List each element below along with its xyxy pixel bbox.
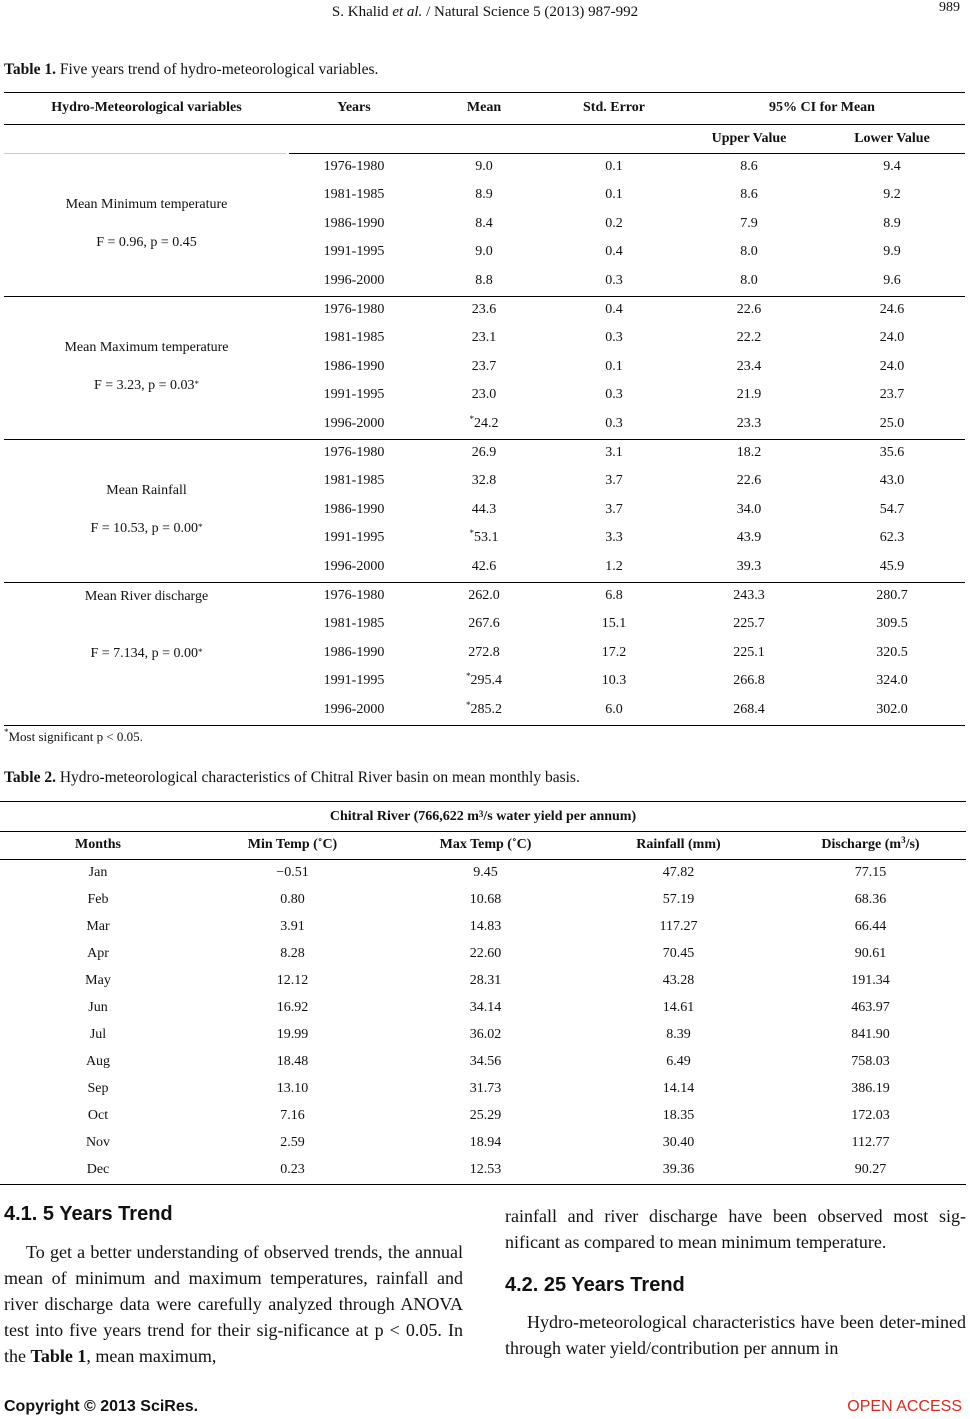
upper-value-cell: 22.2 — [736, 330, 762, 346]
copyright-footer: Copyright © 2013 SciRes. — [4, 1398, 199, 1415]
rainfall-cell: 57.19 — [662, 892, 695, 907]
table-row — [289, 497, 965, 525]
rainfall-cell: 30.40 — [662, 1135, 695, 1150]
table2-caption — [4, 769, 580, 787]
years-cell: 1996-2000 — [323, 272, 385, 288]
std-error-cell: 0.4 — [605, 302, 623, 317]
std-error-cell: 3.7 — [605, 501, 623, 517]
table2-bottom-rule — [0, 1184, 966, 1185]
mean-cell — [419, 588, 549, 604]
footnote-star: * — [4, 727, 9, 737]
min-temp-cell: 16.92 — [276, 1000, 309, 1015]
rainfall-cell: 14.61 — [662, 1000, 695, 1015]
group-rows — [289, 440, 965, 582]
mean-value: 272.8 — [468, 644, 500, 660]
max-temp-cell: 34.56 — [469, 1054, 502, 1069]
header-rainfall: Rainfall (mm) — [636, 837, 721, 852]
table1-reference: Table 1 — [30, 1346, 87, 1366]
rainfall-cell: 47.82 — [662, 865, 695, 880]
anova-stat-text: F = 10.53, p = 0.00 — [90, 521, 199, 536]
lower-value-cell: 309.5 — [876, 616, 908, 632]
anova-stat-text: F = 0.96, p = 0.45 — [96, 235, 197, 250]
mean-value: 285.2 — [470, 701, 502, 717]
min-temp-cell: 3.91 — [280, 919, 305, 934]
years-cell: 1986-1990 — [323, 644, 385, 660]
discharge-cell: 463.97 — [851, 1000, 890, 1015]
min-temp-cell: 0.23 — [280, 1162, 305, 1177]
journal-citation: / Natural Science 5 (2013) 987-992 — [426, 4, 639, 20]
lower-value-cell: 35.6 — [879, 445, 905, 460]
upper-value-cell: 8.6 — [740, 187, 758, 203]
std-error-cell: 6.0 — [605, 701, 623, 717]
mean-value: 53.1 — [474, 530, 499, 546]
mean-cell — [419, 387, 549, 403]
lower-value-cell: 9.2 — [883, 187, 901, 203]
table1-header-row — [4, 93, 965, 124]
discharge-cell: 90.61 — [854, 946, 887, 961]
table-row — [0, 1049, 966, 1076]
significance-star: * — [466, 671, 471, 682]
table1-group — [4, 297, 965, 440]
rainfall-cell: 14.14 — [662, 1081, 695, 1096]
table-row — [289, 239, 965, 267]
header-ci: 95% CI for Mean — [769, 100, 875, 115]
upper-value-cell: 8.6 — [740, 159, 758, 174]
month-cell: Apr — [87, 946, 109, 961]
min-temp-cell: 0.80 — [280, 892, 305, 907]
lower-value-cell: 54.7 — [879, 501, 905, 517]
rainfall-cell: 117.27 — [659, 919, 698, 934]
years-cell: 1991-1995 — [323, 387, 385, 403]
mean-cell — [419, 273, 549, 289]
upper-value-cell: 8.0 — [740, 272, 758, 288]
anova-stat — [4, 377, 289, 395]
discharge-cell: 841.90 — [851, 1027, 890, 1042]
variable-name: Mean Rainfall — [106, 483, 187, 498]
et-al: et al. — [392, 4, 423, 20]
mean-cell — [419, 530, 549, 546]
significance-star: * — [198, 522, 203, 532]
mean-value: 32.8 — [471, 473, 497, 489]
section-4-1-paragraph — [4, 1239, 463, 1369]
std-error-cell: 15.1 — [601, 616, 627, 632]
table1-caption-text: Five years trend of hydro-meteorological variables. — [55, 61, 379, 78]
table-row — [289, 325, 965, 353]
years-cell: 1986-1990 — [323, 501, 385, 517]
lower-value-cell: 280.7 — [876, 588, 908, 603]
mean-cell — [419, 159, 549, 175]
authors: S. Khalid — [331, 4, 389, 20]
std-error-cell: 0.3 — [605, 330, 623, 346]
mean-value: 24.2 — [474, 415, 499, 431]
min-temp-cell: 2.59 — [280, 1135, 305, 1150]
upper-value-cell: 268.4 — [733, 701, 765, 717]
upper-value-cell: 21.9 — [736, 387, 762, 403]
table-row — [0, 860, 966, 887]
mean-value: 262.0 — [468, 588, 500, 603]
std-error-cell: 10.3 — [601, 673, 627, 689]
max-temp-cell: 36.02 — [469, 1027, 502, 1042]
page-number: 989 — [939, 0, 960, 15]
mean-cell — [419, 302, 549, 318]
max-temp-cell: 12.53 — [469, 1162, 502, 1177]
table1-body — [4, 154, 965, 726]
mean-value: 26.9 — [471, 445, 497, 460]
mean-cell — [419, 359, 549, 375]
table1-caption-label: Table 1. — [4, 61, 56, 78]
lower-value-cell: 302.0 — [876, 701, 908, 717]
upper-value-cell: 22.6 — [736, 473, 762, 489]
discharge-cell: 77.15 — [854, 865, 887, 880]
discharge-cell: 66.44 — [854, 919, 887, 934]
mean-value: 9.0 — [475, 244, 493, 260]
month-cell: Sep — [87, 1081, 109, 1096]
open-access-link[interactable]: OPEN ACCESS — [847, 1398, 962, 1415]
significance-star: * — [469, 413, 474, 424]
table-row — [0, 887, 966, 914]
lower-value-cell: 8.9 — [883, 215, 901, 231]
upper-value-cell: 266.8 — [733, 673, 765, 689]
month-cell: Aug — [85, 1054, 111, 1069]
table-row — [289, 297, 965, 325]
years-cell: 1996-2000 — [323, 701, 385, 717]
mean-cell — [419, 699, 549, 718]
mean-value: 295.4 — [470, 673, 502, 689]
discharge-cell: 68.36 — [854, 892, 887, 907]
anova-stat — [4, 645, 289, 663]
table-row — [289, 697, 965, 725]
years-cell: 1986-1990 — [323, 215, 385, 231]
table2 — [0, 801, 966, 1185]
month-cell: Jul — [89, 1027, 107, 1042]
mean-value: 8.4 — [475, 215, 493, 231]
mean-value: 8.8 — [475, 272, 493, 288]
mean-value: 42.6 — [471, 558, 497, 574]
month-cell: Jun — [88, 1000, 108, 1015]
header-discharge — [775, 837, 966, 853]
table2-caption-text: Hydro-meteorological characteristics of Chitral River basin on mean monthly basis. — [55, 769, 580, 786]
rainfall-cell: 39.36 — [662, 1162, 695, 1177]
years-cell: 1991-1995 — [323, 673, 385, 689]
std-error-cell: 0.3 — [605, 272, 623, 288]
table-row — [289, 525, 965, 553]
header-discharge-pre: Discharge (m — [821, 837, 902, 852]
month-cell: Oct — [87, 1108, 109, 1123]
running-header — [0, 4, 970, 21]
table1-footnote — [4, 729, 143, 745]
header-upper: Upper Value — [711, 131, 787, 146]
discharge-cell: 112.77 — [851, 1135, 890, 1150]
table1-group — [4, 154, 965, 297]
upper-value-cell: 22.6 — [736, 302, 762, 317]
lower-value-cell: 24.0 — [879, 358, 905, 374]
max-temp-cell: 10.68 — [469, 892, 502, 907]
mean-cell — [419, 645, 549, 661]
table1-group — [4, 583, 965, 726]
years-cell: 1981-1985 — [323, 616, 385, 632]
upper-value-cell: 18.2 — [736, 445, 762, 460]
discharge-cell: 191.34 — [851, 973, 890, 988]
lower-value-cell: 25.0 — [879, 415, 905, 431]
variable-name: Mean Maximum temperature — [64, 340, 229, 355]
anova-stat — [4, 234, 289, 252]
table-row — [289, 468, 965, 496]
std-error-cell: 0.1 — [605, 358, 623, 374]
std-error-cell: 0.3 — [605, 387, 623, 403]
upper-value-cell: 7.9 — [740, 215, 758, 231]
min-temp-cell: 18.48 — [276, 1054, 309, 1069]
years-cell: 1981-1985 — [323, 187, 385, 203]
min-temp-cell: −0.51 — [276, 865, 309, 880]
table-row — [0, 968, 966, 995]
std-error-cell: 0.1 — [605, 187, 623, 203]
lower-value-cell: 43.0 — [879, 473, 905, 489]
section-4-1-body — [4, 1239, 463, 1369]
upper-value-cell: 225.1 — [733, 644, 765, 660]
table-row — [289, 440, 965, 468]
month-cell: May — [85, 973, 111, 988]
upper-value-cell: 243.3 — [733, 588, 765, 603]
upper-value-cell: 225.7 — [733, 616, 765, 632]
years-cell: 1996-2000 — [323, 558, 385, 574]
table-row — [289, 182, 965, 210]
section-4-1-text-post: , mean maximum, — [86, 1346, 217, 1366]
month-cell: Feb — [87, 892, 109, 907]
month-cell: Dec — [86, 1162, 110, 1177]
max-temp-cell: 22.60 — [469, 946, 502, 961]
max-temp-cell: 25.29 — [469, 1108, 502, 1123]
std-error-cell: 6.8 — [605, 588, 623, 603]
rainfall-cell: 18.35 — [662, 1108, 695, 1123]
rainfall-cell: 43.28 — [662, 973, 695, 988]
std-error-cell: 17.2 — [601, 644, 627, 660]
years-cell: 1976-1980 — [323, 445, 385, 460]
mean-cell — [419, 473, 549, 489]
table-row — [289, 611, 965, 639]
max-temp-cell: 18.94 — [469, 1135, 502, 1150]
upper-value-cell: 23.3 — [736, 415, 762, 431]
table-row — [289, 554, 965, 582]
header-min-temp: Min Temp (˚C) — [247, 837, 338, 852]
table2-title-post: /s water yield per annum) — [483, 809, 637, 824]
years-cell: 1996-2000 — [323, 415, 385, 431]
header-std-error: Std. Error — [583, 100, 645, 115]
group-rows — [289, 583, 965, 725]
anova-stat-text: F = 7.134, p = 0.00 — [90, 646, 199, 661]
table-row — [289, 382, 965, 410]
std-error-cell: 3.1 — [605, 445, 623, 460]
max-temp-cell: 34.14 — [469, 1000, 502, 1015]
upper-value-cell: 23.4 — [736, 358, 762, 374]
std-error-cell: 0.1 — [605, 159, 623, 174]
lower-value-cell: 324.0 — [876, 673, 908, 689]
mean-cell — [419, 616, 549, 632]
rainfall-cell: 70.45 — [662, 946, 695, 961]
table2-body — [0, 860, 966, 1184]
table-row — [289, 411, 965, 439]
group-rows — [289, 154, 965, 296]
month-cell: Nov — [85, 1135, 111, 1150]
mean-value: 23.6 — [471, 302, 497, 317]
mean-value: 23.7 — [471, 358, 497, 374]
mean-cell — [419, 445, 549, 461]
rainfall-cell: 8.39 — [666, 1027, 691, 1042]
years-cell: 1986-1990 — [323, 358, 385, 374]
table-row — [0, 941, 966, 968]
month-cell: Mar — [86, 919, 110, 934]
max-temp-cell: 9.45 — [473, 865, 498, 880]
min-temp-cell: 12.12 — [276, 973, 309, 988]
footnote-text: Most significant p < 0.05. — [8, 729, 143, 744]
mean-cell — [419, 413, 549, 432]
section-4-2-heading: 4.2. 25 Years Trend — [505, 1274, 685, 1296]
upper-value-cell: 8.0 — [740, 244, 758, 260]
years-cell: 1976-1980 — [323, 588, 385, 603]
mean-cell — [419, 187, 549, 203]
mean-cell — [419, 244, 549, 260]
table-row — [289, 354, 965, 382]
discharge-cell: 758.03 — [851, 1054, 890, 1069]
variable-name: Mean River discharge — [84, 589, 209, 604]
lower-value-cell: 24.0 — [879, 330, 905, 346]
years-cell: 1976-1980 — [323, 302, 385, 317]
header-mean: Mean — [466, 100, 502, 115]
table-row — [0, 995, 966, 1022]
lower-value-cell: 9.6 — [883, 272, 901, 288]
min-temp-cell: 7.16 — [280, 1108, 305, 1123]
discharge-cell: 90.27 — [854, 1162, 887, 1177]
table-row — [289, 668, 965, 696]
table-row — [0, 914, 966, 941]
mean-cell — [419, 673, 549, 689]
table2-title-pre: Chitral River (766,622 m — [329, 809, 479, 824]
mean-value: 23.0 — [471, 387, 497, 403]
std-error-cell: 0.3 — [605, 415, 623, 431]
min-temp-cell: 8.28 — [280, 946, 305, 961]
mean-value: 44.3 — [471, 501, 497, 517]
years-cell: 1991-1995 — [323, 530, 385, 546]
header-variable: Hydro-Meteorological variables — [51, 100, 242, 115]
lower-value-cell: 9.9 — [883, 244, 901, 260]
section-4-2-paragraph: Hydro-meteorological characteristics have been deter-mined through water yield/contribution per annum in — [505, 1312, 966, 1358]
table-row — [0, 1130, 966, 1157]
mean-cell — [419, 502, 549, 518]
table1-group — [4, 440, 965, 583]
lower-value-cell: 24.6 — [879, 302, 905, 317]
section-4-1-text-pre: To get a better understanding of observed trends, the annual mean of minimum and maximum temperatures, rainfall and river discharge data were carefully analyzed through ANOVA test into five years trend for their sig-nificance at p < 0.05. In the — [4, 1242, 463, 1366]
table1-caption — [4, 61, 378, 79]
lower-value-cell: 45.9 — [879, 558, 905, 574]
years-cell: 1991-1995 — [323, 244, 385, 260]
section-4-1-heading: 4.1. 5 Years Trend — [4, 1203, 173, 1225]
lower-value-cell: 62.3 — [879, 530, 905, 546]
min-temp-cell: 13.10 — [276, 1081, 309, 1096]
upper-value-cell: 43.9 — [736, 530, 762, 546]
group-rows — [289, 297, 965, 439]
discharge-cell: 386.19 — [851, 1081, 890, 1096]
mean-value: 267.6 — [468, 616, 500, 632]
std-error-cell: 0.4 — [605, 244, 623, 260]
header-years: Years — [337, 100, 371, 115]
mean-cell — [419, 330, 549, 346]
anova-stat — [4, 520, 289, 538]
header-months: Months — [75, 837, 121, 852]
mean-value: 9.0 — [475, 159, 493, 174]
lower-value-cell: 23.7 — [879, 387, 905, 403]
significance-star: * — [198, 647, 203, 657]
table-row — [289, 154, 965, 182]
table2-title-sup: 3 — [478, 809, 484, 819]
table2-title — [0, 802, 966, 831]
anova-stat-text: F = 3.23, p = 0.03 — [93, 378, 195, 393]
mean-value: 23.1 — [471, 330, 497, 346]
min-temp-cell: 19.99 — [276, 1027, 309, 1042]
max-temp-cell: 31.73 — [469, 1081, 502, 1096]
mean-value: 8.9 — [475, 187, 493, 203]
significance-star: * — [194, 379, 200, 389]
years-cell: 1981-1985 — [323, 473, 385, 489]
years-cell: 1976-1980 — [323, 159, 385, 174]
variable-name: Mean Minimum temperature — [65, 197, 228, 212]
upper-value-cell: 34.0 — [736, 501, 762, 517]
table-row — [289, 268, 965, 296]
month-cell: Jan — [88, 865, 108, 880]
significance-star: * — [469, 528, 474, 539]
table-row — [0, 1076, 966, 1103]
lower-value-cell: 9.4 — [883, 159, 901, 174]
years-cell: 1981-1985 — [323, 330, 385, 346]
rainfall-cell: 6.49 — [666, 1054, 691, 1069]
max-temp-cell: 28.31 — [469, 973, 502, 988]
mean-cell — [419, 216, 549, 232]
right-column-continued — [505, 1203, 966, 1255]
table-row — [0, 1022, 966, 1049]
std-error-cell: 3.3 — [605, 530, 623, 546]
section-4-2-body — [505, 1309, 966, 1361]
header-lower: Lower Value — [854, 131, 930, 146]
table1 — [4, 92, 965, 726]
table1-subheader-row — [4, 125, 965, 154]
max-temp-cell: 14.83 — [469, 919, 502, 934]
table-row — [289, 583, 965, 611]
discharge-cell: 172.03 — [851, 1108, 890, 1123]
table-row — [289, 640, 965, 668]
lower-value-cell: 320.5 — [876, 644, 908, 660]
std-error-cell: 1.2 — [605, 558, 623, 574]
header-max-temp: Max Temp (˚C) — [439, 837, 532, 852]
header-discharge-sup: 3 — [901, 835, 906, 845]
continued-paragraph: rainfall and river discharge have been observed most sig-nificant as compared to mean minimum temperature. — [505, 1206, 966, 1252]
table-row — [289, 211, 965, 239]
header-discharge-post: /s) — [905, 837, 920, 852]
table2-caption-label: Table 2. — [4, 769, 56, 786]
std-error-cell: 3.7 — [605, 473, 623, 489]
table-row — [0, 1157, 966, 1184]
std-error-cell: 0.2 — [605, 215, 623, 231]
table-row — [0, 1103, 966, 1130]
upper-value-cell: 39.3 — [736, 558, 762, 574]
table2-header-row — [0, 832, 966, 859]
mean-cell — [419, 559, 549, 575]
significance-star: * — [466, 699, 471, 710]
